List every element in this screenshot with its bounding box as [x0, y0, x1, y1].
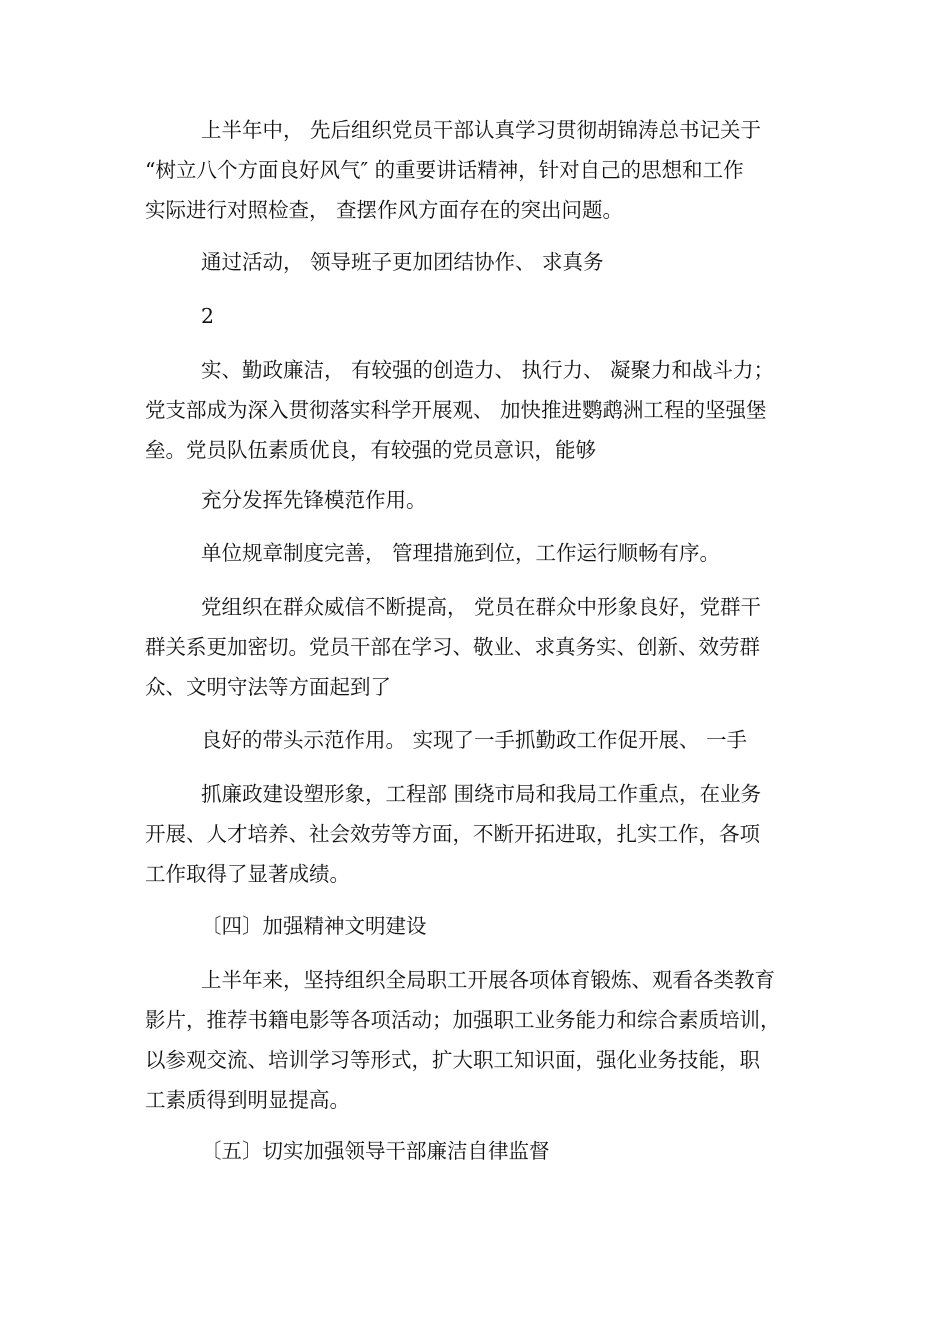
paragraph-vanguard: [145, 480, 805, 520]
text-line: 良好的带头示范作用。 实现了一手抓勤政工作促开展、 一手: [201, 728, 748, 752]
text-line: 以参观交流、培训学习等形式，扩大职工知识面，强化业务技能，职: [145, 1048, 760, 1072]
paragraph-study: [145, 110, 805, 230]
text-line: “树立八个方面良好风气″ 的重要讲话精神，针对自己的思想和工作: [145, 158, 744, 182]
paragraph-integrity: [145, 774, 805, 894]
paragraph-example: [145, 720, 805, 760]
text-line: 2: [201, 304, 215, 328]
text-line: 工素质得到明显提高。: [145, 1088, 350, 1112]
text-line: 群关系更加密切。党员干部在学习、敬业、求真务实、创新、效劳群: [145, 635, 760, 659]
paragraph-leadership: [145, 350, 805, 470]
paragraph-party-org: [145, 587, 805, 707]
text-line: 上半年中， 先后组织党员干部认真学习贯彻胡锦涛总书记关于: [201, 118, 762, 142]
text-line: 实、勤政廉洁， 有较强的创造力、 执行力、 凝聚力和战斗力；: [201, 358, 775, 382]
paragraph-rules: [145, 533, 805, 573]
text-line: 党组织在群众威信不断提高， 党员在群众中形象良好，党群干: [201, 595, 762, 619]
text-line: 单位规章制度完善， 管理措施到位，工作运行顺畅有序。: [201, 541, 721, 565]
section-heading-5: [145, 1131, 805, 1171]
text-line: 实际进行对照检查， 查摆作风方面存在的突出问题。: [145, 198, 624, 222]
section-heading-4: [145, 906, 805, 946]
paragraph-culture: [145, 960, 805, 1120]
page-number: [145, 296, 805, 336]
text-line: 党支部成为深入贯彻落实科学开展观、 加快推进鹦鹉洲工程的坚强堡: [145, 398, 767, 422]
text-line: 〔四〕加强精神文明建设: [201, 914, 427, 938]
text-line: 工作取得了显著成绩。: [145, 862, 350, 886]
text-line: 充分发挥先锋模范作用。: [201, 488, 427, 512]
text-line: 开展、人才培养、社会效劳等方面，不断开拓进取，扎实工作，各项: [145, 822, 760, 846]
text-line: 通过活动， 领导班子更加团结协作、 求真务: [201, 250, 604, 274]
text-line: 上半年来，坚持组织全局职工开展各项体育锻炼、观看各类教育: [201, 968, 775, 992]
paragraph-activity: [145, 242, 805, 282]
text-line: 影片，推荐书籍电影等各项活动；加强职工业务能力和综合素质培训，: [145, 1008, 781, 1032]
text-line: 垒。党员队伍素质优良，有较强的党员意识，能够: [145, 438, 596, 462]
text-line: 〔五〕切实加强领导干部廉洁自律监督: [201, 1139, 550, 1163]
text-line: 抓廉政建设塑形象，工程部 围绕市局和我局工作重点，在业务: [201, 782, 762, 806]
text-line: 众、文明守法等方面起到了: [145, 675, 391, 699]
